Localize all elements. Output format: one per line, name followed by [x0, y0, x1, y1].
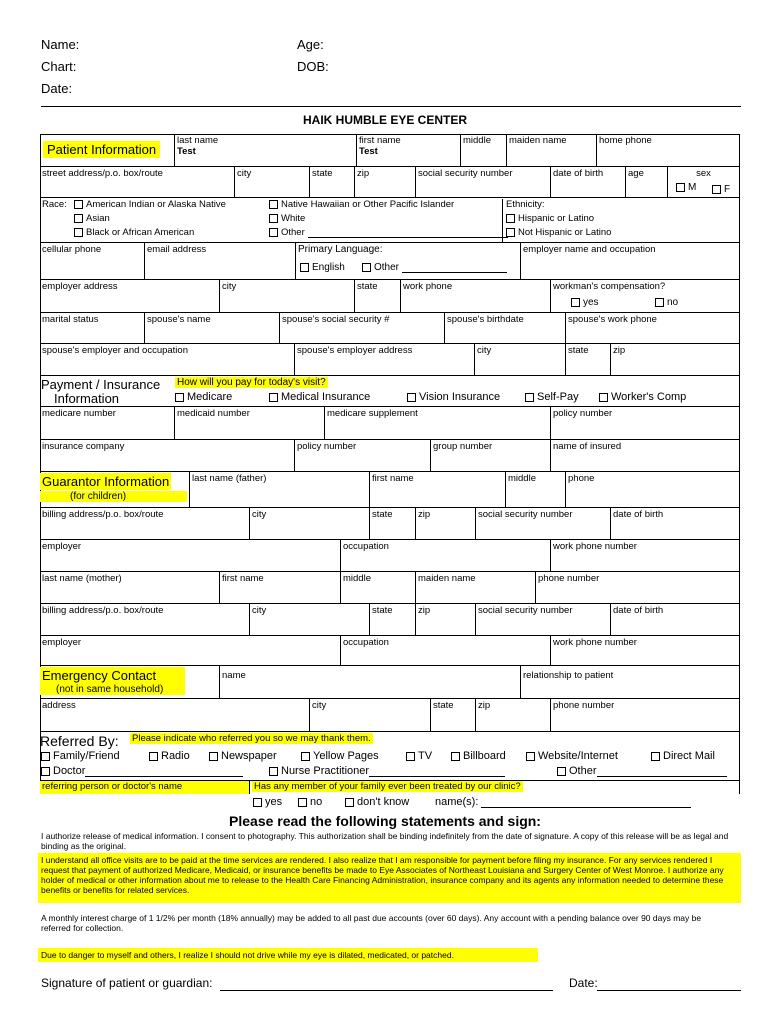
- policy-number-label: policy number: [553, 408, 613, 419]
- age-field[interactable]: [626, 167, 668, 198]
- cell-phone-label: cellular phone: [42, 244, 102, 255]
- group-number-field[interactable]: [431, 440, 551, 472]
- policy-number-field[interactable]: [551, 407, 740, 440]
- guarantor-employer-2-field[interactable]: [40, 636, 341, 666]
- ethnicity-not-hispanic[interactable]: Not Hispanic or Latino: [506, 227, 611, 238]
- payment-title-1: Payment / Insurance: [41, 377, 161, 392]
- guarantor-phone-field[interactable]: [566, 472, 740, 508]
- guarantor-first-name-label: first name: [372, 473, 414, 484]
- referred-tv-option[interactable]: TV: [406, 750, 432, 762]
- spouse-zip-field[interactable]: [611, 344, 740, 376]
- emergency-relationship-label: relationship to patient: [523, 670, 614, 681]
- clinic-title: HAIK HUMBLE EYE CENTER: [302, 113, 467, 127]
- spouse-state-field[interactable]: [566, 344, 611, 376]
- medicaid-number-field[interactable]: [175, 407, 325, 440]
- emergency-title-cell: [40, 666, 220, 699]
- guarantor-mother-first-name-label: first name: [222, 573, 264, 584]
- guarantor-ssn-2-label: social security number: [478, 605, 573, 616]
- employer-city-label: city: [222, 281, 237, 292]
- referring-row: [40, 780, 740, 794]
- guarantor-ssn-2-field[interactable]: [476, 604, 611, 636]
- guarantor-middle-label: middle: [508, 473, 536, 484]
- dob-field[interactable]: [551, 167, 626, 198]
- medicare-supplement-label: medicare supplement: [327, 408, 418, 419]
- guarantor-ssn-field[interactable]: [476, 508, 611, 540]
- language-field: [296, 243, 521, 280]
- guarantor-city-2-label: city: [252, 605, 267, 616]
- ethnicity-group: [502, 199, 611, 243]
- guarantor-state-2-field[interactable]: [370, 604, 416, 636]
- guarantor-state-field[interactable]: [370, 508, 416, 540]
- dob-field-label: date of birth: [553, 168, 604, 179]
- emergency-zip-label: zip: [478, 700, 491, 711]
- referred-family-option[interactable]: Family/Friend: [41, 750, 120, 762]
- workmans-comp-no[interactable]: no: [655, 297, 678, 308]
- email-field[interactable]: [145, 243, 296, 280]
- header-divider: [41, 106, 741, 107]
- guarantor-employer-2-label: employer: [42, 637, 82, 648]
- spouse-state-label: state: [568, 345, 589, 356]
- guarantor-billing-2-field[interactable]: [40, 604, 250, 636]
- emergency-state-field[interactable]: [431, 699, 476, 732]
- spouse-city-label: city: [477, 345, 492, 356]
- family-treated-dont-know[interactable]: don't know: [345, 796, 409, 808]
- ssn-field[interactable]: [416, 167, 551, 198]
- guarantor-employer-label: employer: [42, 541, 82, 552]
- race-option-aian[interactable]: American Indian or Alaska Native: [74, 199, 226, 210]
- first-name-field[interactable]: [357, 134, 461, 167]
- workmans-comp-field: [551, 280, 740, 313]
- referred-other-option[interactable]: Other: [557, 765, 727, 777]
- guarantor-work-phone-2-field[interactable]: [551, 636, 740, 666]
- ethnicity-label: Ethnicity:: [506, 199, 545, 210]
- last-name-label: last name: [177, 135, 219, 146]
- pay-self-pay-option[interactable]: Self-Pay: [525, 391, 579, 403]
- medicaid-number-label: medicaid number: [177, 408, 250, 419]
- race-option-nhpi[interactable]: Native Hawaiian or Other Pacific Islander: [269, 199, 454, 210]
- spouse-name-field[interactable]: [145, 313, 280, 344]
- spouse-work-phone-label: spouse's work phone: [568, 314, 657, 325]
- guarantor-ssn-label: social security number: [478, 509, 573, 520]
- guarantor-mother-phone-field[interactable]: [536, 572, 740, 604]
- family-treated-no[interactable]: no: [298, 796, 322, 808]
- state-field[interactable]: [310, 167, 355, 198]
- guarantor-dob-label: date of birth: [613, 509, 664, 520]
- race-label: Race:: [42, 199, 67, 210]
- guarantor-last-name-father-field[interactable]: [190, 472, 370, 508]
- guarantor-last-name-father-label: last name (father): [192, 473, 267, 484]
- guarantor-mother-first-name-field[interactable]: [220, 572, 341, 604]
- emergency-relationship-field[interactable]: [521, 666, 740, 699]
- family-names-field[interactable]: name(s):: [435, 796, 691, 808]
- medicare-supplement-field[interactable]: [325, 407, 551, 440]
- pay-vision-insurance-option[interactable]: Vision Insurance: [407, 391, 500, 403]
- emergency-state-label: state: [433, 700, 454, 711]
- signature-line[interactable]: [220, 990, 553, 991]
- medicare-number-label: medicare number: [42, 408, 116, 419]
- guarantor-maiden-name-label: maiden name: [418, 573, 476, 584]
- guarantor-state-2-label: state: [372, 605, 393, 616]
- guarantor-dob-2-field[interactable]: [611, 604, 740, 636]
- work-phone-field[interactable]: [401, 280, 551, 313]
- guarantor-title-cell: [40, 472, 190, 508]
- language-english-option[interactable]: English: [300, 262, 345, 273]
- pay-medical-insurance-option[interactable]: Medical Insurance: [269, 391, 370, 403]
- race-option-white[interactable]: White: [269, 213, 305, 224]
- guarantor-dob-2-label: date of birth: [613, 605, 664, 616]
- emergency-city-field[interactable]: [310, 699, 431, 732]
- sex-label: sex: [696, 168, 711, 179]
- work-phone-label: work phone: [403, 281, 453, 292]
- spouse-ssn-field[interactable]: [280, 313, 445, 344]
- guarantor-first-name-field[interactable]: [370, 472, 506, 508]
- maiden-name-field[interactable]: [507, 134, 597, 167]
- payment-title-2: Information: [54, 391, 120, 406]
- emergency-phone-label: phone number: [553, 700, 615, 711]
- city-field[interactable]: [235, 167, 310, 198]
- family-treated-question: Has any member of your family ever been treated by our clinic?: [254, 781, 521, 792]
- guarantor-work-phone-label: work phone number: [553, 541, 637, 552]
- signature-date-label: Date:: [569, 976, 598, 990]
- guarantor-zip-2-label: zip: [418, 605, 431, 616]
- referred-yellow-pages-option[interactable]: Yellow Pages: [301, 750, 379, 762]
- spouse-employer-address-label: spouse's employer address: [297, 345, 413, 356]
- payment-question: How will you pay for today's visit?: [177, 377, 326, 388]
- guarantor-zip-field[interactable]: [416, 508, 476, 540]
- race-option-black[interactable]: Black or African American: [74, 227, 194, 238]
- spouse-birthdate-field[interactable]: [445, 313, 566, 344]
- emergency-address-label: address: [42, 700, 76, 711]
- spouse-birthdate-label: spouse's birthdate: [447, 314, 524, 325]
- emergency-phone-field[interactable]: [551, 699, 740, 732]
- statement-release: I authorize release of medical information. I consent to photography. This authorization shall be binding indefinitely from the date of signature. A copy of this release will be as legal and binding as the original.: [41, 831, 729, 851]
- guarantor-city-field[interactable]: [250, 508, 370, 540]
- spouse-work-phone-field[interactable]: [566, 313, 740, 344]
- emergency-name-field[interactable]: [220, 666, 521, 699]
- emergency-subtitle: (not in same household): [40, 684, 185, 695]
- family-treated-yes[interactable]: yes: [253, 796, 282, 808]
- language-other-option[interactable]: Other: [362, 262, 507, 273]
- emergency-address-field[interactable]: [40, 699, 310, 732]
- pay-medicare-option[interactable]: Medicare: [175, 391, 232, 403]
- guarantor-work-phone-field[interactable]: [551, 540, 740, 572]
- statement-dilation: Due to danger to myself and others, I realize I should not drive while my eye is dilated, medicated, or patched.: [41, 950, 454, 960]
- sex-f-option[interactable]: F: [712, 184, 730, 195]
- guarantor-city-label: city: [252, 509, 267, 520]
- first-name-label: first name: [359, 135, 401, 146]
- referred-website-option[interactable]: Website/Internet: [526, 750, 618, 762]
- name-of-insured-field[interactable]: [551, 440, 740, 472]
- name-of-insured-label: name of insured: [553, 441, 622, 452]
- payment-row: [40, 376, 740, 407]
- emergency-zip-field[interactable]: [476, 699, 551, 732]
- guarantor-dob-field[interactable]: [611, 508, 740, 540]
- maiden-name-label: maiden name: [509, 135, 567, 146]
- guarantor-mother-phone-label: phone number: [538, 573, 600, 584]
- name-label: Name:: [41, 37, 80, 52]
- referred-radio-option[interactable]: Radio: [149, 750, 190, 762]
- language-label: Primary Language:: [298, 244, 383, 255]
- referred-title: Referred By:: [40, 733, 119, 749]
- middle-field[interactable]: [461, 134, 507, 167]
- signature-label: Signature of patient or guardian:: [41, 976, 213, 990]
- referred-doctor-option[interactable]: Doctor: [41, 765, 243, 777]
- employer-occupation-field[interactable]: [521, 243, 740, 280]
- last-name-field[interactable]: [175, 134, 357, 167]
- state-label: state: [312, 168, 333, 179]
- guarantor-city-2-field[interactable]: [250, 604, 370, 636]
- statement-payment: I understand all office visits are to be paid at the time services are rendered. I also realize that I am responsible for payment before filing my insurance. For any services rendered I request that payment of authorized Medicare, Medicaid, or insurance benefits be made to Eye Associates of Northeast Louisiana and Surgery Center of West Monroe. I authorize any holder of medical or other information about me to release to the Health Care Financing Administration, insurance company and its agents any information needed to determine these benefits or benefits for related services.: [41, 855, 724, 895]
- guarantor-occupation-field[interactable]: [341, 540, 551, 572]
- workmans-comp-label: workman's compensation?: [553, 281, 666, 292]
- sex-f-checkbox[interactable]: [712, 185, 721, 194]
- statement-interest: A monthly interest charge of 1 1/2% per month (18% annually) may be added to all past due accounts (over 60 days). Any account with a pending balance over 90 days may be referred for collection.: [41, 913, 702, 933]
- chart-label: Chart:: [41, 59, 77, 74]
- referred-section: [40, 732, 740, 780]
- employer-city-field[interactable]: [220, 280, 355, 313]
- cell-phone-field[interactable]: [40, 243, 145, 280]
- last-name-value: Test: [177, 146, 196, 157]
- guarantor-middle-field[interactable]: [506, 472, 566, 508]
- guarantor-occupation-2-field[interactable]: [341, 636, 551, 666]
- employer-address-field[interactable]: [40, 280, 220, 313]
- referred-direct-mail-option[interactable]: Direct Mail: [651, 750, 715, 762]
- marital-status-label: marital status: [42, 314, 99, 325]
- race-ethnicity-row: [40, 198, 740, 243]
- referred-billboard-option[interactable]: Billboard: [451, 750, 506, 762]
- zip-field[interactable]: [355, 167, 416, 198]
- spouse-zip-label: zip: [613, 345, 626, 356]
- group-number-label: group number: [433, 441, 493, 452]
- guarantor-title: Guarantor Information: [42, 474, 170, 489]
- guarantor-last-name-mother-label: last name (mother): [42, 573, 122, 584]
- street-field[interactable]: [40, 167, 235, 198]
- guarantor-occupation-label: occupation: [343, 541, 389, 552]
- race-option-asian[interactable]: Asian: [74, 213, 110, 224]
- home-phone-label: home phone: [599, 135, 652, 146]
- referred-newspaper-option[interactable]: Newspaper: [209, 750, 277, 762]
- guarantor-occupation-2-label: occupation: [343, 637, 389, 648]
- referred-note: Please indicate who referred you so we may thank them.: [132, 733, 371, 744]
- emergency-title: Emergency Contact: [40, 667, 185, 684]
- guarantor-billing-label: billing address/p.o. box/route: [42, 509, 164, 520]
- email-label: email address: [147, 244, 207, 255]
- referred-nurse-option[interactable]: Nurse Practitioner: [269, 765, 505, 777]
- marital-status-field[interactable]: [40, 313, 145, 344]
- guarantor-subtitle: (for children): [40, 491, 187, 502]
- spouse-ssn-label: spouse's social security #: [282, 314, 390, 325]
- emergency-city-label: city: [312, 700, 327, 711]
- policy-number-2-label: policy number: [297, 441, 357, 452]
- signature-date-line[interactable]: [597, 990, 741, 991]
- guarantor-zip-2-field[interactable]: [416, 604, 476, 636]
- guarantor-mother-middle-label: middle: [343, 573, 371, 584]
- dob-label: DOB:: [297, 59, 329, 74]
- guarantor-work-phone-2-label: work phone number: [553, 637, 637, 648]
- spouse-name-label: spouse's name: [147, 314, 211, 325]
- age-label: Age:: [297, 37, 324, 52]
- zip-label: zip: [357, 168, 370, 179]
- city-label: city: [237, 168, 252, 179]
- ssn-label: social security number: [418, 168, 513, 179]
- guarantor-state-label: state: [372, 509, 393, 520]
- insurance-company-label: insurance company: [42, 441, 125, 452]
- age-field-label: age: [628, 168, 644, 179]
- insurance-company-field[interactable]: [40, 440, 295, 472]
- spouse-city-field[interactable]: [475, 344, 566, 376]
- medicare-number-field[interactable]: [40, 407, 175, 440]
- guarantor-billing-field[interactable]: [40, 508, 250, 540]
- employer-state-field[interactable]: [355, 280, 401, 313]
- guarantor-last-name-mother-field[interactable]: [40, 572, 220, 604]
- home-phone-field[interactable]: [597, 134, 740, 167]
- sex-field: [668, 167, 740, 198]
- guarantor-mother-middle-field[interactable]: [341, 572, 416, 604]
- spouse-employer-label: spouse's employer and occupation: [42, 345, 188, 356]
- spouse-employer-field[interactable]: [40, 344, 295, 376]
- employer-address-label: employer address: [42, 281, 118, 292]
- referring-person-label: referring person or doctor's name: [40, 781, 250, 794]
- street-label: street address/p.o. box/route: [42, 168, 163, 179]
- middle-label: middle: [463, 135, 491, 146]
- employer-occupation-label: employer name and occupation: [523, 244, 656, 255]
- patient-section-title: Patient Information: [43, 141, 160, 158]
- guarantor-billing-2-label: billing address/p.o. box/route: [42, 605, 164, 616]
- guarantor-phone-label: phone: [568, 473, 595, 484]
- emergency-name-label: name: [222, 670, 246, 681]
- employer-state-label: state: [357, 281, 378, 292]
- statements-heading: Please read the following statements and sign:: [229, 813, 541, 829]
- family-treated-options: [40, 794, 740, 810]
- policy-number-2-field[interactable]: [295, 440, 431, 472]
- sex-m-checkbox[interactable]: [676, 183, 685, 192]
- sex-m-option[interactable]: M: [676, 182, 696, 193]
- spouse-employer-address-field[interactable]: [295, 344, 475, 376]
- ethnicity-hispanic[interactable]: Hispanic or Latino: [506, 213, 611, 224]
- first-name-value: Test: [359, 146, 378, 157]
- race-option-other[interactable]: Other: [269, 227, 508, 238]
- pay-workers-comp-option[interactable]: Worker's Comp: [599, 391, 686, 403]
- patient-section-title-cell: [40, 134, 175, 167]
- guarantor-employer-field[interactable]: [40, 540, 341, 572]
- workmans-comp-yes[interactable]: yes: [571, 297, 599, 308]
- date-label: Date:: [41, 81, 73, 96]
- guarantor-zip-label: zip: [418, 509, 431, 520]
- guarantor-maiden-name-field[interactable]: [416, 572, 536, 604]
